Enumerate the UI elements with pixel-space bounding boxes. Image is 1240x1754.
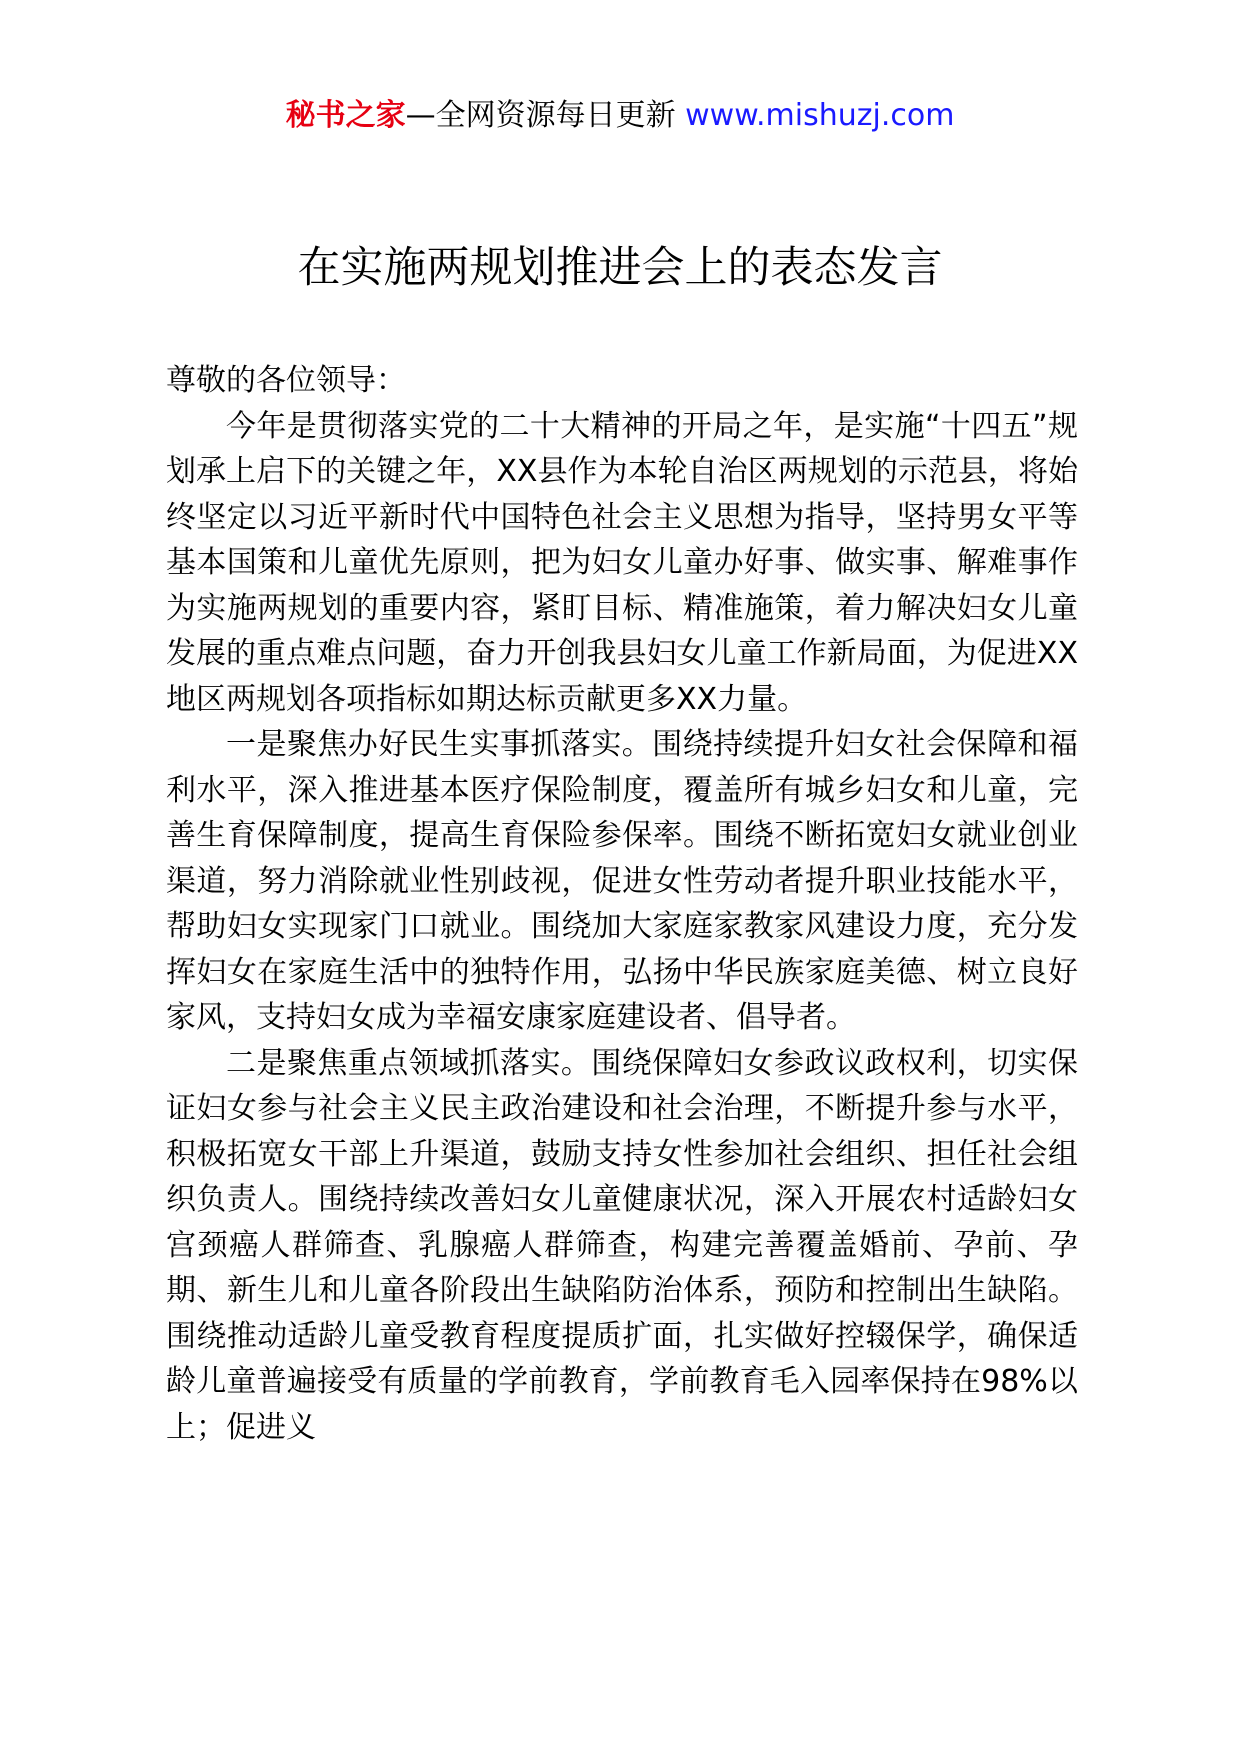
document-title: 在实施两规划推进会上的表态发言: [297, 243, 943, 293]
site-brand: 秘书之家: [285, 98, 406, 133]
salutation: 尊敬的各位领导：: [166, 363, 406, 398]
paragraph-point-1: 一是聚焦办好民生实事抓落实。围绕持续提升妇女社会保障和福利水平，深入推进基本医疗保险制度，覆盖所有城乡妇女和儿童，完善生育保障制度，提高生育保险参保率。围绕不断拓宽妇女就业创业渠道，努力消除就业性别歧视，促进女性劳动者提升职业技能水平，帮助妇女实现家门口就业。围绕加大家庭家教家风建设力度，充分发挥妇女在家庭生活中的独特作用，弘扬中华民族家庭美德、树立良好家风，支持妇女成为幸福安康家庭建设者、倡导者。: [166, 727, 1078, 1035]
document-body: [166, 358, 1078, 1450]
site-url-link[interactable]: www.mishuzj.com: [685, 98, 955, 133]
paragraph-intro: 今年是贯彻落实党的二十大精神的开局之年，是实施“十四五”规划承上启下的关键之年，XX县作为本轮自治区两规划的示范县，将始终坚定以习近平新时代中国特色社会主义思想为指导，坚持男女平等基本国策和儿童优先原则，把为妇女儿童办好事、做实事、解难事作为实施两规划的重要内容，紧盯目标、精准施策，着力解决妇女儿童发展的重点难点问题，奋力开创我县妇女儿童工作新局面，为促进XX地区两规划各项指标如期达标贡献更多XX力量。: [166, 408, 1078, 717]
site-tagline: —全网资源每日更新: [405, 98, 686, 133]
paragraph-point-2: 二是聚焦重点领域抓落实。围绕保障妇女参政议政权利，切实保证妇女参与社会主义民主政治建设和社会治理，不断提升参与水平，积极拓宽女干部上升渠道，鼓励支持女性参加社会组织、担任社会组织负责人。围绕持续改善妇女儿童健康状况，深入开展农村适龄妇女宫颈癌人群筛查、乳腺癌人群筛查，构建完善覆盖婚前、孕前、孕期、新生儿和儿童各阶段出生缺陷防治体系，预防和控制出生缺陷。围绕推动适龄儿童受教育程度提质扩面，扎实做好控辍保学，确保适龄儿童普遍接受有质量的学前教育，学前教育毛入园率保持在98%以上；促进义: [166, 1045, 1078, 1445]
site-header: [0, 96, 1240, 136]
